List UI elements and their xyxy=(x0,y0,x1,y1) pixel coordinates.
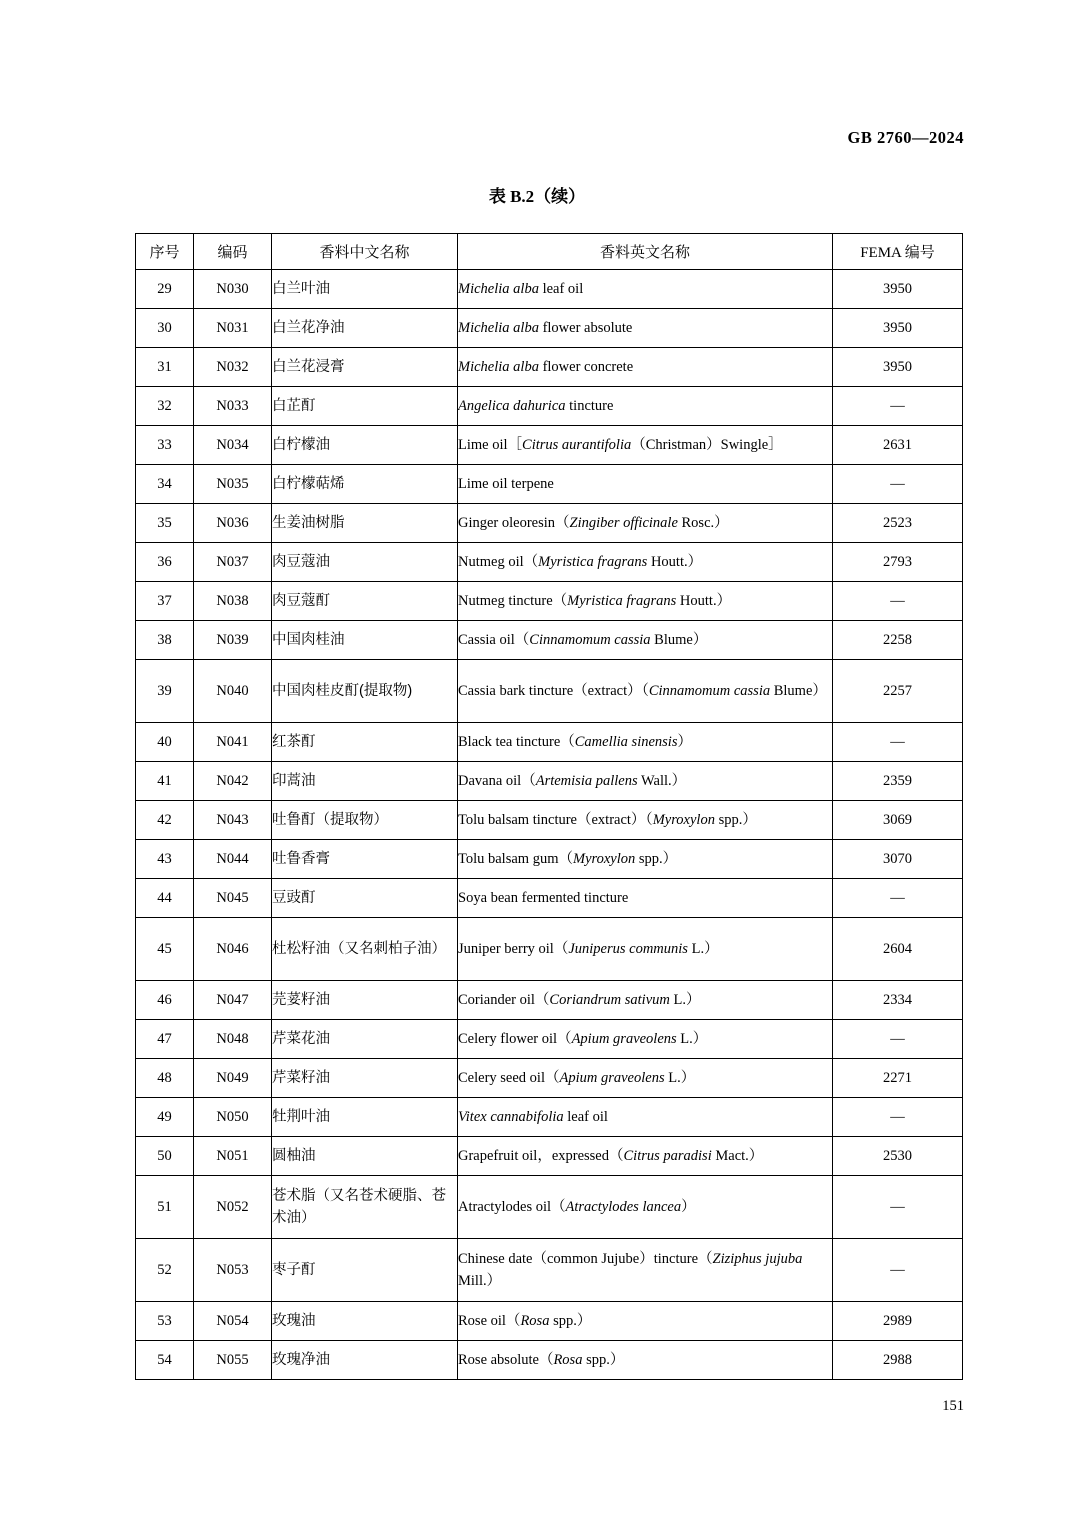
cell-english-name: Celery seed oil（Apium graveolens L.） xyxy=(458,1059,833,1098)
cell-english-name: Ginger oleoresin（Zingiber officinale Rosc.） xyxy=(458,504,833,543)
table-row xyxy=(136,660,963,723)
cell-english-name: Angelica dahurica tincture xyxy=(458,387,833,426)
cell-chinese-name: 豆豉酊 xyxy=(272,879,458,918)
cell-no: 37 xyxy=(136,582,194,621)
cell-code: N053 xyxy=(194,1239,272,1302)
cell-fema: — xyxy=(833,1098,963,1137)
cell-chinese-name: 吐鲁香膏 xyxy=(272,840,458,879)
cell-chinese-name: 肉豆蔻酊 xyxy=(272,582,458,621)
table-row xyxy=(136,1239,963,1302)
cell-code: N052 xyxy=(194,1176,272,1239)
cell-chinese-name: 中国肉桂油 xyxy=(272,621,458,660)
cell-fema: — xyxy=(833,879,963,918)
cell-code: N043 xyxy=(194,801,272,840)
table-header-row xyxy=(136,234,963,270)
cell-code: N035 xyxy=(194,465,272,504)
cell-chinese-name: 白兰花净油 xyxy=(272,309,458,348)
table-row xyxy=(136,1020,963,1059)
cell-fema: 2530 xyxy=(833,1137,963,1176)
cell-chinese-name: 肉豆蔻油 xyxy=(272,543,458,582)
cell-chinese-name: 红茶酊 xyxy=(272,723,458,762)
cell-fema: 2258 xyxy=(833,621,963,660)
cell-code: N044 xyxy=(194,840,272,879)
table-row xyxy=(136,582,963,621)
cell-fema: — xyxy=(833,1239,963,1302)
cell-no: 41 xyxy=(136,762,194,801)
cell-no: 45 xyxy=(136,918,194,981)
cell-fema: 2604 xyxy=(833,918,963,981)
cell-fema: 3950 xyxy=(833,270,963,309)
cell-no: 54 xyxy=(136,1341,194,1380)
cell-code: N050 xyxy=(194,1098,272,1137)
cell-no: 46 xyxy=(136,981,194,1020)
cell-code: N038 xyxy=(194,582,272,621)
cell-code: N049 xyxy=(194,1059,272,1098)
table-row xyxy=(136,387,963,426)
cell-fema: — xyxy=(833,465,963,504)
page-number: 151 xyxy=(942,1398,964,1414)
cell-code: N045 xyxy=(194,879,272,918)
table-row xyxy=(136,981,963,1020)
cell-fema: 2334 xyxy=(833,981,963,1020)
cell-no: 38 xyxy=(136,621,194,660)
cell-english-name: Michelia alba leaf oil xyxy=(458,270,833,309)
cell-english-name: Coriander oil（Coriandrum sativum L.） xyxy=(458,981,833,1020)
table-row xyxy=(136,1302,963,1341)
cell-code: N032 xyxy=(194,348,272,387)
cell-chinese-name: 芫荽籽油 xyxy=(272,981,458,1020)
cell-no: 53 xyxy=(136,1302,194,1341)
cell-fema: — xyxy=(833,723,963,762)
cell-english-name: Celery flower oil（Apium graveolens L.） xyxy=(458,1020,833,1059)
cell-english-name: Rose oil（Rosa spp.） xyxy=(458,1302,833,1341)
cell-chinese-name: 圆柚油 xyxy=(272,1137,458,1176)
cell-no: 43 xyxy=(136,840,194,879)
table-row xyxy=(136,918,963,981)
cell-english-name: Nutmeg oil（Myristica fragrans Houtt.） xyxy=(458,543,833,582)
cell-fema: — xyxy=(833,582,963,621)
cell-code: N037 xyxy=(194,543,272,582)
cell-code: N041 xyxy=(194,723,272,762)
cell-chinese-name: 白兰叶油 xyxy=(272,270,458,309)
cell-no: 29 xyxy=(136,270,194,309)
table-row xyxy=(136,621,963,660)
table-row xyxy=(136,465,963,504)
cell-fema: 2257 xyxy=(833,660,963,723)
cell-chinese-name: 玫瑰净油 xyxy=(272,1341,458,1380)
cell-fema: 2359 xyxy=(833,762,963,801)
table-caption: 表 B.2（续） xyxy=(488,187,586,206)
cell-chinese-name: 白柠檬油 xyxy=(272,426,458,465)
table-row xyxy=(136,270,963,309)
cell-code: N055 xyxy=(194,1341,272,1380)
cell-chinese-name: 苍术脂（又名苍术硬脂、苍术油） xyxy=(272,1176,458,1239)
cell-no: 33 xyxy=(136,426,194,465)
cell-english-name: Rose absolute（Rosa spp.） xyxy=(458,1341,833,1380)
cell-no: 47 xyxy=(136,1020,194,1059)
table-row xyxy=(136,840,963,879)
cell-fema: 3950 xyxy=(833,309,963,348)
cell-fema: 3070 xyxy=(833,840,963,879)
table-row xyxy=(136,762,963,801)
table-row xyxy=(136,1098,963,1137)
cell-english-name: Soya bean fermented tincture xyxy=(458,879,833,918)
cell-chinese-name: 白芷酊 xyxy=(272,387,458,426)
cell-fema: 2631 xyxy=(833,426,963,465)
table-row xyxy=(136,1176,963,1239)
cell-code: N039 xyxy=(194,621,272,660)
cell-english-name: Davana oil（Artemisia pallens Wall.） xyxy=(458,762,833,801)
cell-code: N042 xyxy=(194,762,272,801)
cell-english-name: Grapefruit oil，expressed（Citrus paradisi Mact.） xyxy=(458,1137,833,1176)
cell-english-name: Tolu balsam tincture（extract）（Myroxylon spp.） xyxy=(458,801,833,840)
cell-no: 42 xyxy=(136,801,194,840)
cell-code: N048 xyxy=(194,1020,272,1059)
cell-fema: 2989 xyxy=(833,1302,963,1341)
cell-chinese-name: 芹菜花油 xyxy=(272,1020,458,1059)
cell-fema: 2988 xyxy=(833,1341,963,1380)
cell-no: 48 xyxy=(136,1059,194,1098)
cell-no: 50 xyxy=(136,1137,194,1176)
cell-english-name: Michelia alba flower concrete xyxy=(458,348,833,387)
cell-no: 36 xyxy=(136,543,194,582)
flavouring-substances-table xyxy=(135,233,963,1380)
cell-chinese-name: 印蒿油 xyxy=(272,762,458,801)
table-row xyxy=(136,543,963,582)
cell-fema: 2523 xyxy=(833,504,963,543)
table-row xyxy=(136,1059,963,1098)
cell-no: 34 xyxy=(136,465,194,504)
cell-code: N046 xyxy=(194,918,272,981)
cell-fema: — xyxy=(833,1176,963,1239)
table-row xyxy=(136,1137,963,1176)
table-row xyxy=(136,879,963,918)
cell-chinese-name: 中国肉桂皮酊(提取物) xyxy=(272,660,458,723)
cell-code: N034 xyxy=(194,426,272,465)
table-row xyxy=(136,1341,963,1380)
cell-english-name: Lime oil［Citrus aurantifolia（Christman）Swingle］ xyxy=(458,426,833,465)
column-header-chinese-name: 香料中文名称 xyxy=(272,234,458,270)
cell-code: N047 xyxy=(194,981,272,1020)
table-row xyxy=(136,348,963,387)
column-header-no: 序号 xyxy=(136,234,194,270)
table-row xyxy=(136,309,963,348)
cell-no: 31 xyxy=(136,348,194,387)
cell-code: N040 xyxy=(194,660,272,723)
cell-no: 51 xyxy=(136,1176,194,1239)
cell-english-name: Juniper berry oil（Juniperus communis L.） xyxy=(458,918,833,981)
cell-code: N054 xyxy=(194,1302,272,1341)
table-row xyxy=(136,801,963,840)
cell-english-name: Michelia alba flower absolute xyxy=(458,309,833,348)
cell-english-name: Black tea tincture（Camellia sinensis） xyxy=(458,723,833,762)
cell-english-name: Vitex cannabifolia leaf oil xyxy=(458,1098,833,1137)
cell-no: 39 xyxy=(136,660,194,723)
cell-english-name: Atractylodes oil（Atractylodes lancea） xyxy=(458,1176,833,1239)
cell-code: N036 xyxy=(194,504,272,543)
cell-chinese-name: 杜松籽油（又名刺柏子油） xyxy=(272,918,458,981)
cell-code: N030 xyxy=(194,270,272,309)
column-header-fema: FEMA 编号 xyxy=(833,234,963,270)
column-header-english-name: 香料英文名称 xyxy=(458,234,833,270)
cell-chinese-name: 玫瑰油 xyxy=(272,1302,458,1341)
cell-chinese-name: 牡荆叶油 xyxy=(272,1098,458,1137)
cell-no: 35 xyxy=(136,504,194,543)
cell-chinese-name: 枣子酊 xyxy=(272,1239,458,1302)
cell-no: 49 xyxy=(136,1098,194,1137)
cell-english-name: Lime oil terpene xyxy=(458,465,833,504)
table-row xyxy=(136,504,963,543)
table-row xyxy=(136,723,963,762)
cell-chinese-name: 白柠檬萜烯 xyxy=(272,465,458,504)
cell-chinese-name: 白兰花浸膏 xyxy=(272,348,458,387)
table-body xyxy=(136,270,963,1380)
cell-no: 44 xyxy=(136,879,194,918)
cell-english-name: Cassia oil（Cinnamomum cassia Blume） xyxy=(458,621,833,660)
cell-no: 40 xyxy=(136,723,194,762)
cell-fema: 2793 xyxy=(833,543,963,582)
cell-fema: 3069 xyxy=(833,801,963,840)
cell-fema: 2271 xyxy=(833,1059,963,1098)
cell-english-name: Chinese date（common Jujube）tincture（Ziziphus jujuba Mill.） xyxy=(458,1239,833,1302)
cell-chinese-name: 生姜油树脂 xyxy=(272,504,458,543)
cell-fema: — xyxy=(833,1020,963,1059)
cell-code: N033 xyxy=(194,387,272,426)
cell-code: N031 xyxy=(194,309,272,348)
cell-no: 32 xyxy=(136,387,194,426)
column-header-code: 编码 xyxy=(194,234,272,270)
cell-chinese-name: 芹菜籽油 xyxy=(272,1059,458,1098)
cell-fema: — xyxy=(833,387,963,426)
cell-english-name: Cassia bark tincture（extract）（Cinnamomum cassia Blume） xyxy=(458,660,833,723)
cell-code: N051 xyxy=(194,1137,272,1176)
cell-fema: 3950 xyxy=(833,348,963,387)
cell-chinese-name: 吐鲁酊（提取物） xyxy=(272,801,458,840)
cell-no: 52 xyxy=(136,1239,194,1302)
table-row xyxy=(136,426,963,465)
page-header-standard-code: GB 2760—2024 xyxy=(847,128,964,147)
cell-english-name: Tolu balsam gum（Myroxylon spp.） xyxy=(458,840,833,879)
cell-no: 30 xyxy=(136,309,194,348)
cell-english-name: Nutmeg tincture（Myristica fragrans Houtt.） xyxy=(458,582,833,621)
